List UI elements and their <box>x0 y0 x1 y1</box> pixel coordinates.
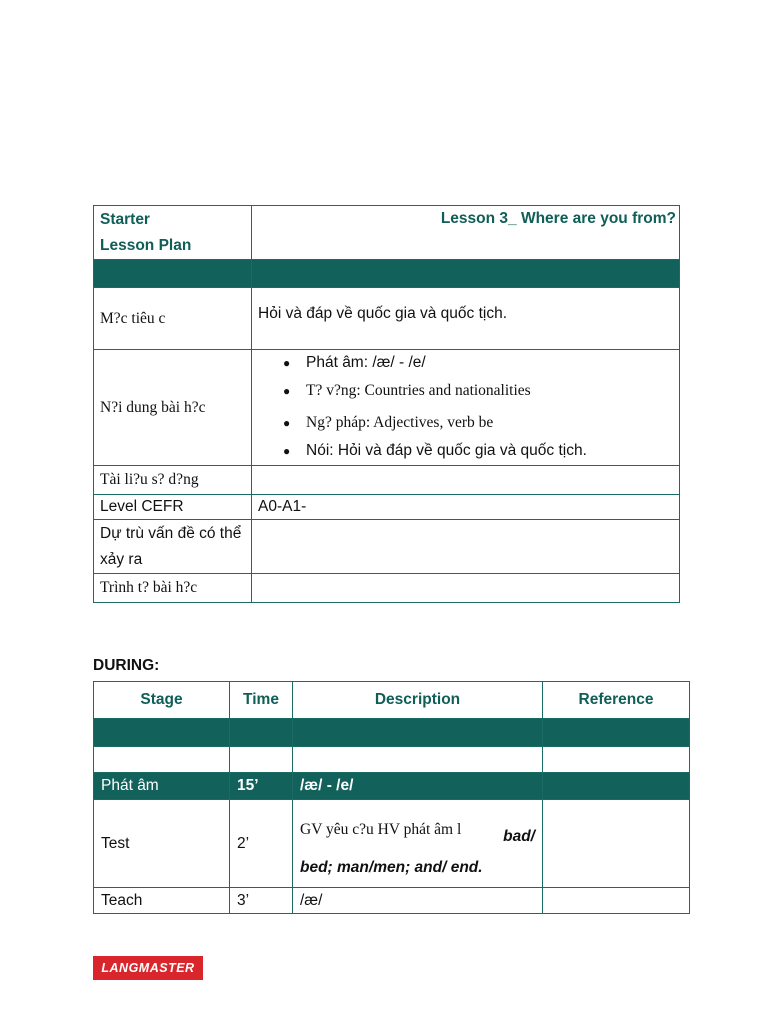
content-label: N?i dung bài h?c <box>94 350 252 466</box>
desc-bold: bad/ <box>503 828 535 845</box>
sequence-label: Trình t? bài h?c <box>94 574 252 603</box>
section-time: 15’ <box>230 773 293 800</box>
lesson-title: Lesson 3_ Where are you from? <box>252 206 680 260</box>
langmaster-logo: LANGMASTER <box>93 956 203 980</box>
list-item: ● T? v?ng: Countries and nationalities <box>258 375 673 407</box>
col-description: Description <box>293 682 543 719</box>
desc-bold: bed; man/men; and/ end. <box>300 859 483 876</box>
list-item: ● Nói: Hỏi và đáp về quốc gia và quốc tịch. <box>258 439 673 463</box>
col-time: Time <box>230 682 293 719</box>
issues-value <box>252 520 680 574</box>
time-cell: 3’ <box>230 888 293 914</box>
table-row <box>94 888 690 914</box>
level-value: A0-A1- <box>252 495 680 520</box>
list-item: ● Ng? pháp: Adjectives, verb be <box>258 407 673 439</box>
section-stage: Phát âm <box>94 773 230 800</box>
content-list <box>258 351 673 463</box>
desc-text: GV yêu c?u HV phát âm l <box>300 821 462 838</box>
materials-value <box>252 466 680 495</box>
stage-cell: Test <box>94 800 230 888</box>
reference-cell <box>543 888 690 914</box>
issues-label: Dự trù vấn đề có thể xảy ra <box>94 520 252 574</box>
plan-label: Lesson Plan <box>100 237 192 254</box>
description-cell <box>293 800 543 888</box>
header-row <box>94 682 690 719</box>
course-cell <box>94 206 252 260</box>
empty-row <box>94 747 690 773</box>
col-reference: Reference <box>543 682 690 719</box>
section-row <box>94 773 690 800</box>
level-label: Level CEFR <box>94 495 252 520</box>
list-item: ● Phát âm: /æ/ - /e/ <box>258 351 673 375</box>
during-table <box>93 681 690 914</box>
section-description: /æ/ - /e/ <box>293 773 543 800</box>
description-cell: /æ/ <box>293 888 543 914</box>
time-cell: 2’ <box>230 800 293 888</box>
col-stage: Stage <box>94 682 230 719</box>
course-name: Starter <box>100 211 150 228</box>
materials-label: Tài li?u s? d?ng <box>94 466 252 495</box>
table-row <box>94 800 690 888</box>
lesson-plan-table <box>93 205 680 603</box>
objective-value: Hỏi và đáp về quốc gia và quốc tịch. <box>252 288 680 350</box>
reference-cell <box>543 800 690 888</box>
stage-cell: Teach <box>94 888 230 914</box>
divider-row <box>94 260 680 288</box>
objective-label: M?c tiêu c <box>94 288 252 350</box>
during-heading: DURING: <box>93 657 160 674</box>
divider-row <box>94 719 690 747</box>
sequence-value <box>252 574 680 603</box>
content-value <box>252 350 680 466</box>
